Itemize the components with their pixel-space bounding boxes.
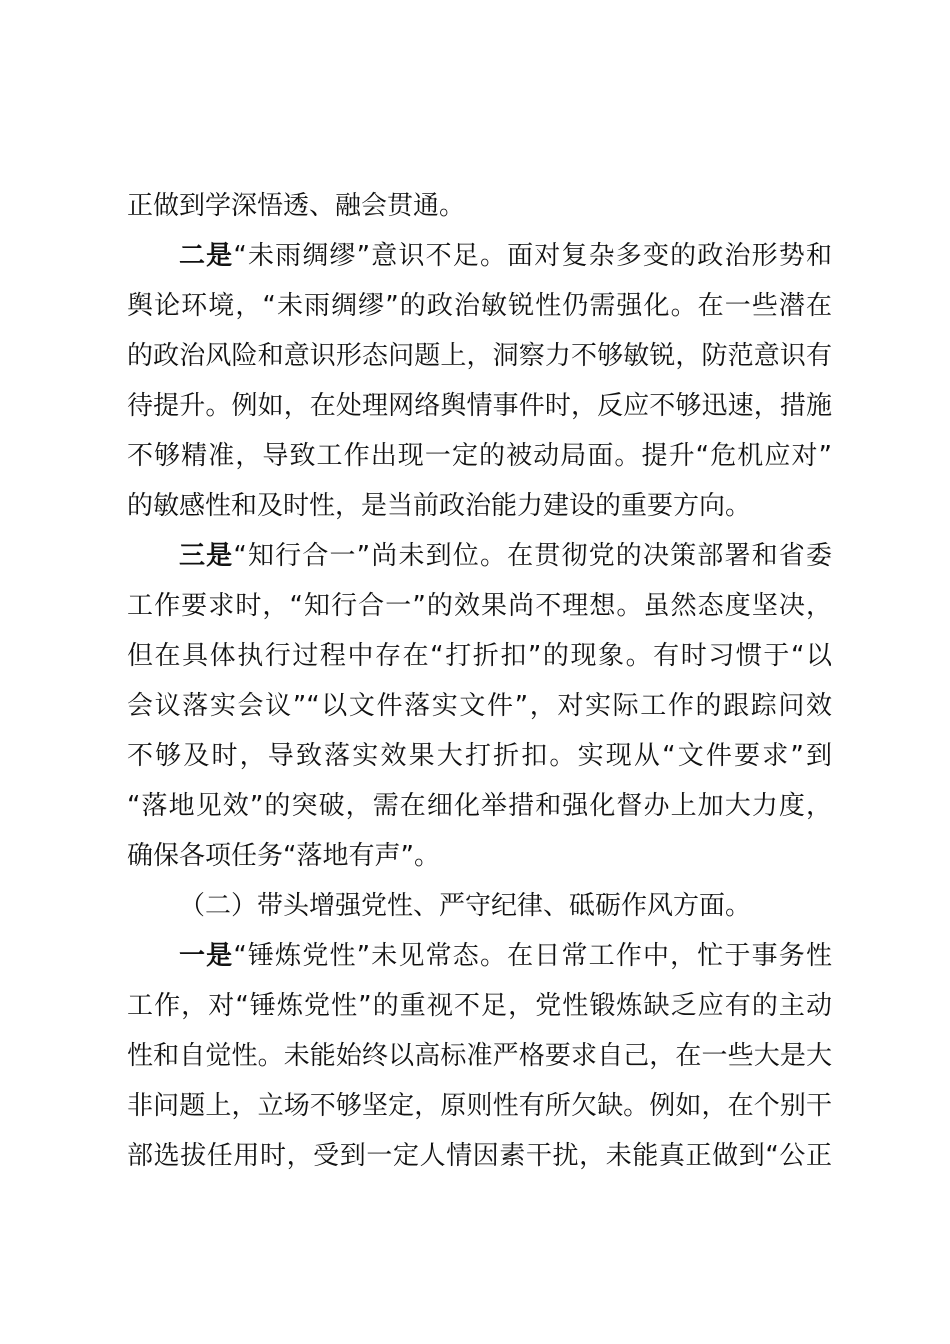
- section-heading: （二）带头增强党性、严守纪律、砥砺作风方面。: [179, 891, 752, 921]
- paragraph-lead: 二是: [179, 241, 234, 271]
- paragraph-line: “落地见效”的突破，需在细化举措和强化督办上加大力度，: [127, 791, 832, 821]
- paragraph-line: 会议落实会议”“以文件落实文件”，对实际工作的跟踪问效: [127, 691, 832, 721]
- paragraph-line: [127, 238, 832, 274]
- paragraph-line: 但在具体执行过程中存在“打折扣”的现象。有时习惯于“以: [127, 641, 832, 671]
- paragraph-line: 的敏感性和及时性，是当前政治能力建设的重要方向。: [127, 491, 752, 521]
- paragraph-text: “锤炼党性”未见常态。在日常工作中，忙于事务性: [233, 941, 832, 971]
- paragraph-line: 舆论环境，“未雨绸缪”的政治敏锐性仍需强化。在一些潜在: [127, 291, 832, 321]
- paragraph-line: 性和自觉性。未能始终以高标准严格要求自己，在一些大是大: [127, 1041, 832, 1071]
- paragraph-line: [127, 538, 832, 574]
- paragraph-line: [127, 938, 832, 974]
- paragraph-line: 正做到学深悟透、融会贯通。: [127, 191, 466, 221]
- paragraph-lead: 一是: [179, 941, 234, 971]
- paragraph-line: 工作，对“锤炼党性”的重视不足，党性锻炼缺乏应有的主动: [127, 991, 832, 1021]
- paragraph-line: 不够及时，导致落实效果大打折扣。实现从“文件要求”到: [127, 741, 832, 771]
- paragraph-text: “知行合一”尚未到位。在贯彻党的决策部署和省委: [233, 541, 832, 571]
- paragraph-text: “未雨绸缪”意识不足。面对复杂多变的政治形势和: [233, 241, 832, 271]
- paragraph-line: 确保各项任务“落地有声”。: [127, 841, 440, 871]
- paragraph-line: 工作要求时，“知行合一”的效果尚不理想。虽然态度坚决，: [127, 591, 832, 621]
- paragraph-lead: 三是: [179, 541, 234, 571]
- paragraph-line: 不够精准，导致工作出现一定的被动局面。提升“危机应对”: [127, 441, 832, 471]
- paragraph-line: 待提升。例如，在处理网络舆情事件时，反应不够迅速，措施: [127, 391, 832, 421]
- paragraph-line: 部选拔任用时，受到一定人情因素干扰，未能真正做到“公正: [127, 1141, 832, 1171]
- paragraph-line: 非问题上，立场不够坚定，原则性有所欠缺。例如，在个别干: [127, 1091, 832, 1121]
- paragraph-line: 的政治风险和意识形态问题上，洞察力不够敏锐，防范意识有: [127, 341, 832, 371]
